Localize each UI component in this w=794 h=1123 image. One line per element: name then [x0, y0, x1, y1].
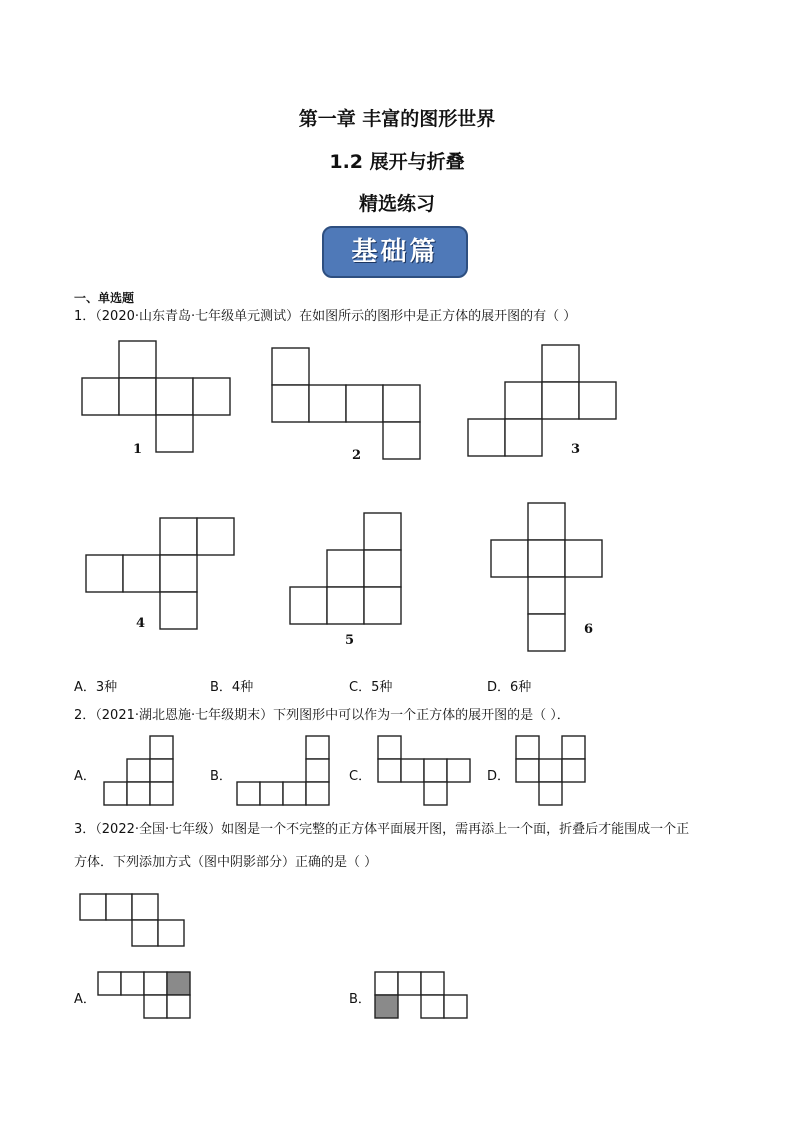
q2-figure-b [237, 736, 333, 808]
q3-base-figure [80, 894, 190, 950]
q1-option-d[interactable]: D．6种 [487, 680, 532, 695]
q3-option-b[interactable]: B． [349, 992, 371, 1007]
q1-figure-3 [468, 345, 620, 460]
q2-figure-d [516, 736, 588, 808]
q3-option-a[interactable]: A． [74, 992, 96, 1007]
q1-figure-1-label: 1 [133, 442, 143, 457]
q1-figure-5 [290, 513, 442, 628]
q1-figure-5-label: 5 [345, 633, 355, 648]
q2-figure-c [378, 736, 474, 808]
question-3-stem-line1: 3．（2022·全国·七年级）如图是一个不完整的正方体平面展开图，需再添上一个面，折叠后才能围成一个正 [74, 822, 690, 837]
question-1-stem: 1．（2020·山东青岛·七年级单元测试）在如图所示的图形中是正方体的展开图的有（ ） [74, 309, 577, 324]
section-title: 1.2 展开与折叠 [329, 151, 465, 173]
q1-figure-3-label: 3 [571, 442, 581, 457]
section-heading: 一、单选题 [74, 291, 135, 305]
q2-option-b[interactable]: B． [210, 769, 232, 784]
q1-option-c[interactable]: C．5种 [349, 680, 393, 695]
q1-figure-4-label: 4 [136, 616, 146, 631]
q2-option-c[interactable]: C． [349, 769, 372, 784]
q1-figure-2-label: 2 [352, 448, 362, 463]
q1-figure-1 [82, 341, 234, 453]
q3-figure-b [375, 972, 471, 1022]
level-badge: 基础篇 [322, 226, 468, 278]
q2-option-a[interactable]: A． [74, 769, 96, 784]
q1-figure-4 [86, 518, 238, 633]
q3-figure-a [98, 972, 194, 1022]
q1-option-a[interactable]: A．3种 [74, 680, 118, 695]
q1-figure-2 [272, 348, 424, 460]
question-2-stem: 2．（2021·湖北恩施·七年级期末）下列图形中可以作为一个正方体的展开图的是（ ）． [74, 708, 570, 723]
q2-option-d[interactable]: D． [487, 769, 511, 784]
q1-figure-6-label: 6 [584, 622, 594, 637]
question-3-stem-line2: 方体．下列添加方式（图中阴影部分）正确的是（ ） [74, 855, 378, 870]
q1-option-b[interactable]: B．4种 [210, 680, 254, 695]
subtitle: 精选练习 [358, 193, 435, 215]
chapter-title: 第一章 丰富的图形世界 [298, 108, 496, 130]
q2-figure-a [104, 736, 176, 808]
